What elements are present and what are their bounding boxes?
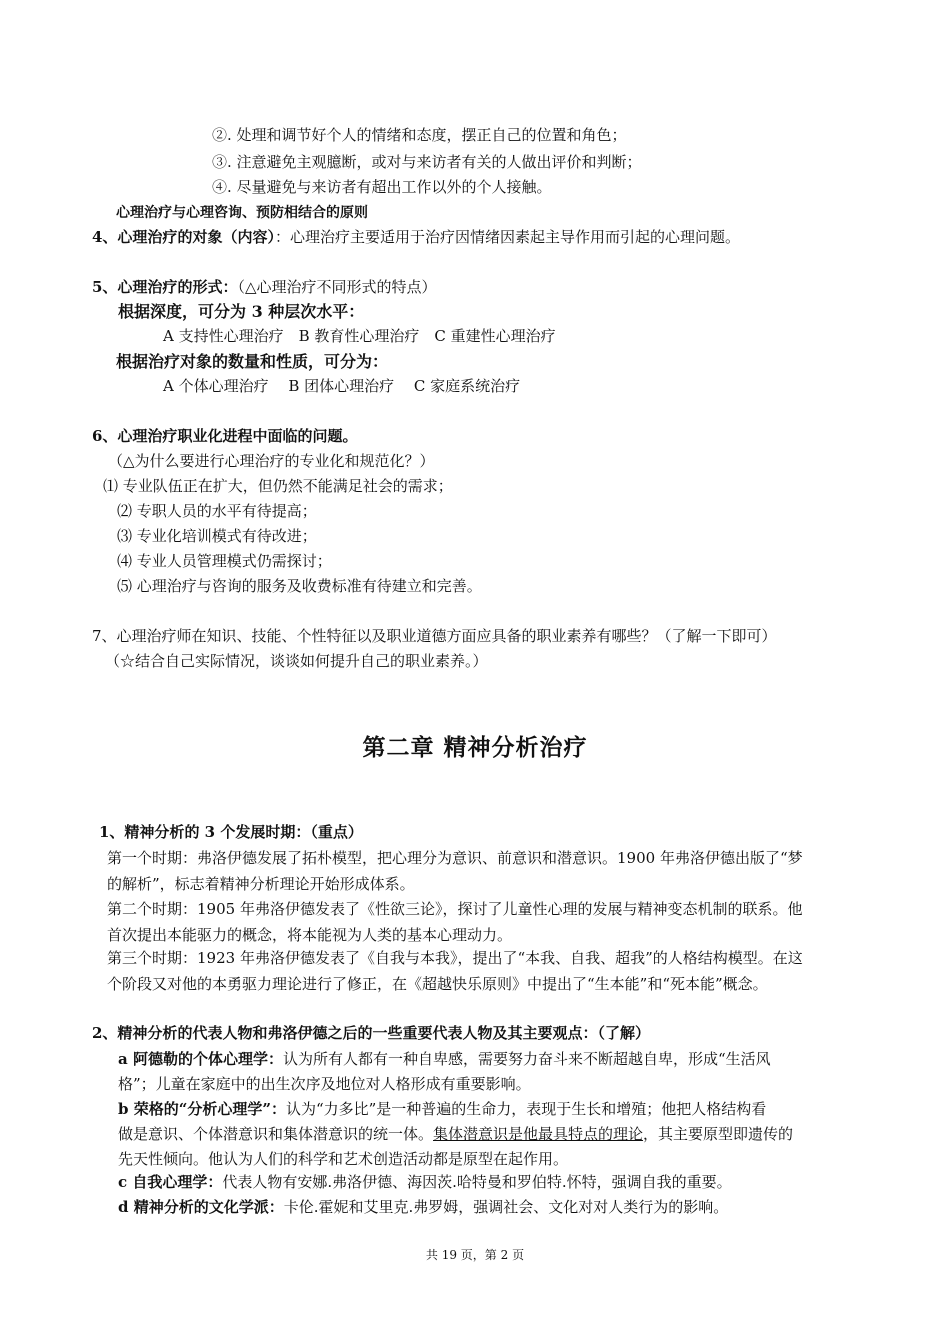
cultural-school-body: 卡伦.霍妮和艾里克.弗罗姆，强调社会、文化对对人类行为的影响。: [283, 1198, 729, 1216]
item-4-body: ：心理治疗主要适用于治疗因情绪因素起主导作用而引起的心理问题。: [274, 228, 740, 246]
chapter-title: 第二章 精神分析治疗: [362, 734, 588, 761]
adler-body: 认为所有人都有一种自卑感，需要努力奋斗来不断超越自卑，形成“生活风: [282, 1050, 771, 1068]
jung-body-3: ，其主要原型即遗传的: [643, 1125, 794, 1143]
item-7-heading: 7、心理治疗师在知识、技能、个性特征以及职业道德方面应具备的职业素养有哪些？（了解一下即可）: [92, 627, 777, 645]
combination-principle: 心理治疗与心理咨询、预防相结合的原则: [116, 205, 368, 221]
cultural-school-line: [118, 1197, 728, 1217]
jung-body-2: 做是意识、个体潜意识和集体潜意识的统一体。: [118, 1125, 434, 1143]
item-5-line: [92, 277, 437, 297]
item-6-question: （△为什么要进行心理治疗的专业化和规范化？）: [108, 452, 435, 470]
jung-body: 认为“力多比”是一种普遍的生命力，表现于生长和增殖；他把人格结构看: [285, 1100, 767, 1118]
ego-psych-line: [118, 1172, 732, 1192]
item-5-heading: 5、心理治疗的形式：: [92, 278, 238, 296]
problem-3: ⑶ 专业化培训模式有待改进；: [117, 527, 317, 545]
period-1-line-b: 的解析”，标志着精神分析理论开始形成体系。: [107, 875, 415, 893]
item-5-body: （△心理治疗不同形式的特点）: [237, 278, 437, 296]
jung-line-1: [118, 1099, 766, 1119]
page-footer: 共 19 页，第 2 页: [425, 1248, 525, 1262]
period-3-line-b: 个阶段又对他的本勇驱力理论进行了修正，在《超越快乐原则》中提出了“生本能”和“死本能”概念。: [107, 975, 768, 993]
period-2-line-b: 首次提出本能驱力的概念，将本能视为人类的基本心理动力。: [107, 926, 513, 944]
ego-psych-heading: c 自我心理学：: [118, 1173, 223, 1191]
problem-2: ⑵ 专职人员的水平有待提高；: [117, 502, 317, 520]
problem-5: ⑸ 心理治疗与咨询的服务及收费标准有待建立和完善。: [117, 577, 482, 595]
adler-heading: a 阿德勒的个体心理学：: [118, 1050, 283, 1068]
depth-classification: 根据深度，可分为 3 种层次水平：: [118, 302, 365, 321]
target-classification: 根据治疗对象的数量和性质，可分为：: [116, 352, 389, 371]
item-4-heading: 4、心理治疗的对象（内容）: [92, 228, 275, 246]
adler-line-1: [118, 1049, 771, 1069]
depth-options: A 支持性心理治疗 B 教育性心理治疗 C 重建性心理治疗: [163, 327, 556, 345]
item-7-note: （☆结合自己实际情况，谈谈如何提升自己的职业素养。）: [105, 652, 488, 670]
period-3-line-a: 第三个时期：1923 年弗洛伊德发表了《自我与本我》，提出了“本我、自我、超我”的人格结构模型。在这: [107, 949, 803, 967]
target-options: A 个体心理治疗 B 团体心理治疗 C 家庭系统治疗: [163, 377, 521, 395]
section-2-heading: 2、精神分析的代表人物和弗洛伊德之后的一些重要代表人物及其主要观点：（了解）: [92, 1024, 650, 1042]
problem-4: ⑷ 专业人员管理模式仍需探讨；: [117, 552, 332, 570]
period-1-line-a: 第一个时期：弗洛伊德发展了拓朴模型，把心理分为意识、前意识和潜意识。1900 年弗洛伊德出版了“梦: [107, 849, 803, 867]
jung-line-3: 先天性倾向。他认为人们的科学和艺术创造活动都是原型在起作用。: [118, 1150, 569, 1168]
cultural-school-heading: d 精神分析的文化学派：: [118, 1198, 284, 1216]
adler-line-2: 格”；儿童在家庭中的出生次序及地位对人格形成有重要影响。: [118, 1075, 531, 1093]
ego-psych-body: 代表人物有安娜.弗洛伊德、海因茨.哈特曼和罗伯特.怀特，强调自我的重要。: [222, 1173, 732, 1191]
jung-key-theory: 集体潜意识是他最具特点的理论: [433, 1125, 644, 1143]
item-4-line: [92, 227, 740, 247]
item-6-heading: 6、心理治疗职业化进程中面临的问题。: [92, 427, 358, 445]
jung-line-2: [118, 1124, 793, 1144]
jung-heading: b 荣格的“分析心理学”：: [118, 1100, 286, 1118]
problem-1: ⑴ 专业队伍正在扩大，但仍然不能满足社会的需求；: [103, 477, 453, 495]
principle-item-3: ③. 注意避免主观臆断，或对与来访者有关的人做出评价和判断；: [212, 153, 642, 171]
principle-item-2: ②. 处理和调节好个人的情绪和态度，摆正自己的位置和角色；: [212, 126, 627, 144]
section-1-heading: 1、精神分析的 3 个发展时期：（重点）: [99, 823, 363, 841]
principle-item-4: ④. 尽量避免与来访者有超出工作以外的个人接触。: [212, 178, 552, 196]
period-2-line-a: 第二个时期：1905 年弗洛伊德发表了《性欲三论》，探讨了儿童性心理的发展与精神变态机制的联系。他: [107, 900, 803, 918]
